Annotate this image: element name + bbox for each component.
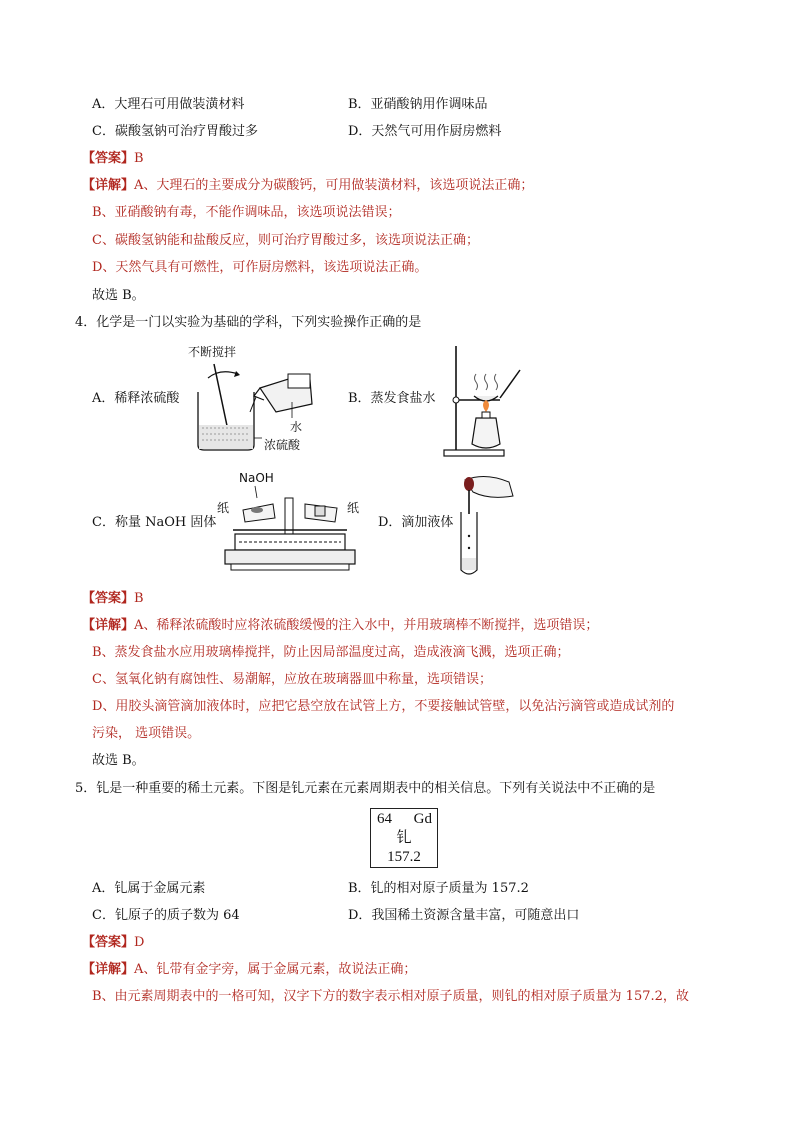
q3-detail-line-3: C、碳酸氢钠能和盐酸反应，则可治疗胃酸过多，该选项说法正确；	[92, 233, 479, 248]
q5-option-b: B．钆的相对原子质量为 157.2	[348, 881, 529, 896]
answer-value: D	[134, 935, 145, 950]
q4-option-d: D．滴加液体	[378, 515, 454, 530]
answer-label: 【答案】	[82, 591, 135, 606]
q4-option-b: B．蒸发食盐水	[348, 391, 436, 406]
q5-option-d: D．我国稀土资源含量丰富，可随意出口	[348, 908, 580, 923]
flame-icon	[483, 400, 489, 412]
q3-conclusion: 故选 B。	[92, 288, 145, 303]
answer-label: 【答案】	[82, 151, 135, 166]
dilute-acid-figure	[180, 340, 330, 460]
q5-detail-line-2: B、由元素周期表中的一格可知，汉字下方的数字表示相对原子质量，则钆的相对原子质量为 157.2，故	[92, 989, 689, 1004]
q5-option-a: A．钆属于金属元素	[92, 881, 206, 896]
q4-option-c: C．称量 NaOH 固体	[92, 515, 217, 530]
element-card	[370, 808, 438, 868]
balance-figure	[215, 470, 365, 580]
stand-base	[444, 450, 504, 456]
balance-base	[225, 550, 355, 564]
q3-option-c: C．碳酸氢钠可治疗胃酸过多	[92, 124, 258, 139]
q3-answer	[82, 150, 144, 168]
alcohol-lamp	[472, 418, 500, 448]
answer-value: B	[134, 151, 144, 166]
q3-detail-line-1: 【详解】A、大理石的主要成分为碳酸钙，可用做装潢材料，该选项说法正确；	[82, 178, 534, 193]
naoh-label: NaOH	[239, 471, 274, 485]
evaporate-figure	[440, 340, 540, 460]
element-name: 钆	[396, 830, 412, 846]
stir-label: 不断搅拌	[188, 345, 237, 359]
q4-detail-line-5: 污染， 选项错误。	[92, 726, 201, 741]
q3-detail-line-2: B、亚硝酸钠有毒，不能作调味品，该选项说法错误；	[92, 205, 401, 220]
q4-detail-line-4: D、用胶头滴管滴加液体时，应把它悬空放在试管上方，不要接触试管壁，以免沾污滴管或造成试剂的	[92, 699, 675, 714]
q3-option-d: D．天然气可用作厨房燃料	[348, 124, 502, 139]
q4-answer	[82, 590, 144, 608]
water-label: 水	[290, 420, 303, 434]
atomic-mass: 157.2	[387, 849, 421, 865]
detail-label: 【详解】	[82, 962, 135, 977]
q4-detail-line-2: B、蒸发食盐水应用玻璃棒搅拌，防止因局部温度过高，造成液滴飞溅，选项正确；	[92, 645, 570, 660]
element-symbol: Gd	[413, 811, 432, 827]
answer-label: 【答案】	[82, 935, 135, 950]
arrow-head-icon	[234, 371, 240, 377]
q5-option-c: C．钆原子的质子数为 64	[92, 908, 240, 923]
detail-label: 【详解】	[82, 618, 135, 633]
glass-rod	[500, 370, 520, 398]
q5-answer	[82, 934, 144, 952]
dropper-bulb	[464, 477, 474, 491]
q4-stem: 4．化学是一门以实验为基础的学科，下列实验操作正确的是	[75, 315, 422, 330]
answer-value: B	[134, 591, 144, 606]
q4-option-a: A．稀释浓硫酸	[92, 391, 180, 406]
q3-option-b: B．亚硝酸钠用作调味品	[348, 97, 488, 112]
q4-detail-line-1: 【详解】A、稀释浓硫酸时应将浓硫酸缓慢的注入水中，并用玻璃棒不断搅拌，选项错误；	[82, 618, 599, 633]
q4-detail-line-3: C、氢氧化钠有腐蚀性、易潮解，应放在玻璃器皿中称量，选项错误；	[92, 672, 492, 687]
q5-stem: 5．钆是一种重要的稀土元素。下图是钆元素在元素周期表中的相关信息。下列有关说法中不正确的是	[75, 781, 656, 796]
stir-arrow-icon	[208, 372, 238, 378]
dropper-figure	[455, 470, 525, 580]
paper-right-label: 纸	[347, 501, 360, 515]
atomic-number: 64	[377, 811, 392, 827]
paper-left-label: 纸	[217, 501, 230, 515]
left-pan-paper	[243, 504, 275, 522]
beaker-liquid	[199, 425, 253, 449]
q3-detail-line-4: D、天然气具有可燃性，可作厨房燃料，该选项说法正确。	[92, 260, 428, 275]
q5-detail-line-1: 【详解】A、钆带有金字旁，属于金属元素，故说法正确；	[82, 962, 417, 977]
q4-conclusion: 故选 B。	[92, 753, 145, 768]
acid-label: 浓硫酸	[264, 438, 301, 452]
q3-option-a: A．大理石可用做装潢材料	[92, 97, 245, 112]
detail-label: 【详解】	[82, 178, 135, 193]
